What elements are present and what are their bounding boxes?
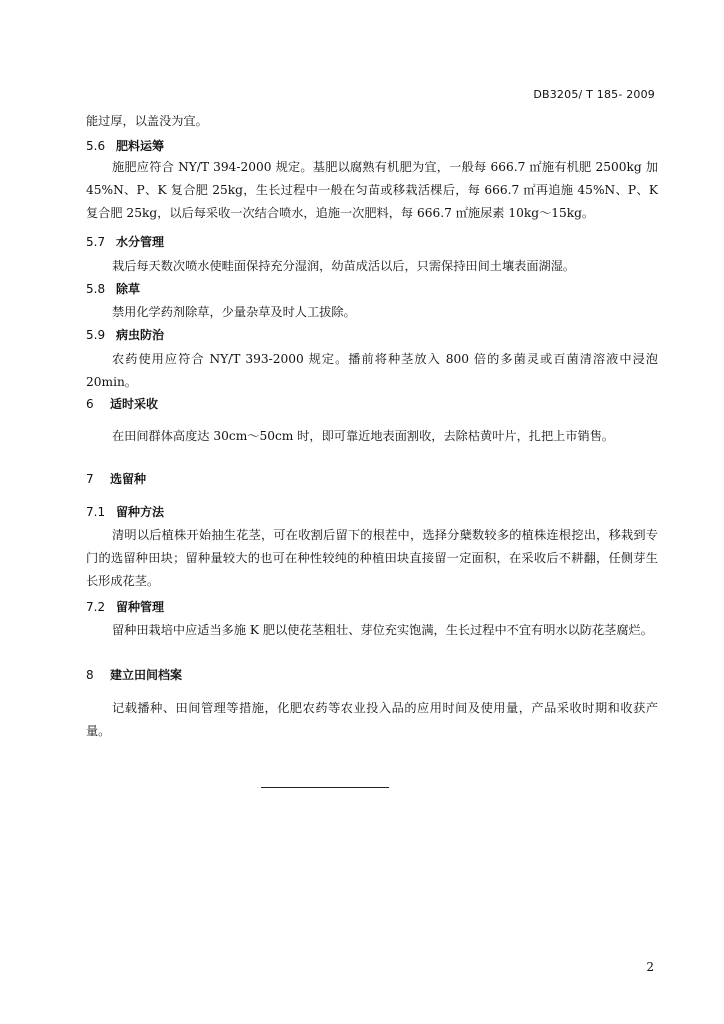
section-number: 5.8: [86, 282, 106, 296]
section-title: 水分管理: [116, 235, 165, 249]
section-6-heading: [86, 395, 158, 413]
section-title: 留种管理: [116, 600, 165, 614]
section-5-7-body: 栽后每天数次喷水使畦面保持充分湿润，幼苗成活以后，只需保持田间土壤表面湖湿。: [112, 259, 576, 273]
section-5-8-heading: [86, 280, 140, 298]
section-title: 选留种: [110, 472, 147, 486]
section-7-2-body: 留种田栽培中应适当多施 K 肥以使花茎粗壮、芽位充实饱满，生长过程中不宜有明水以防花茎腐烂。: [112, 623, 653, 637]
section-number: 5.7: [86, 235, 106, 249]
section-number: 7.1: [86, 505, 106, 519]
section-5-6-heading: [86, 137, 164, 155]
section-number: 8: [86, 668, 94, 682]
section-7-heading: [86, 470, 146, 488]
section-5-9-body: 农药使用应符合 NY/T 393-2000 规定。播前将种茎放入 800 倍的多菌灵或百菌清溶液中浸泡 20min。: [86, 352, 662, 389]
section-7-1-body: 清明以后植株开始抽生花茎，可在收割后留下的根茬中，选择分蘖数较多的植株连根挖出，移栽到专门的选留种田块；留种量较大的也可在种性较纯的种植田块直接留一定面积，在采收后不耕翻，任侧芽生长形成花茎。: [86, 528, 658, 588]
continuation-paragraph: 能过厚，以盖没为宜。: [86, 114, 208, 128]
section-number: 5.9: [86, 328, 106, 342]
section-8-body: 记载播种、田间管理等措施，化肥农药等农业投入品的应用时间及使用量，产品采收时期和收获产量。: [86, 701, 658, 738]
section-number: 5.6: [86, 139, 106, 153]
section-title: 适时采收: [110, 397, 159, 411]
section-title: 留种方法: [116, 505, 165, 519]
end-rule: [261, 787, 389, 788]
section-title: 建立田间档案: [110, 668, 183, 682]
section-number: 6: [86, 397, 94, 411]
section-title: 肥料运筹: [116, 139, 165, 153]
section-5-7-heading: [86, 233, 164, 251]
section-6-body: 在田间群体高度达 30cm～50cm 时，即可靠近地表面割收，去除枯黄叶片，扎把上市销售。: [112, 429, 615, 443]
document-code: DB3205/ T 185- 2009: [533, 88, 655, 101]
section-8-heading: [86, 666, 182, 684]
section-5-6-body: 施肥应符合 NY/T 394-2000 规定。基肥以腐熟有机肥为宜，一般每 666.7 ㎡施有机肥 2500kg 加 45%N、P、K 复合肥 25kg，生长过程中一般在匀苗或移栽活棵后，每 666.7 ㎡再追施 45%N、P、K 复合肥 25kg，以后每采收一次结合喷水，追施一次肥料，每 666.7 ㎡施尿素 10kg～15kg。: [86, 160, 662, 220]
section-7-2-heading: [86, 598, 164, 616]
section-number: 7.2: [86, 600, 106, 614]
section-7-1-heading: [86, 503, 164, 521]
section-title: 病虫防治: [116, 328, 165, 342]
section-number: 7: [86, 472, 94, 486]
section-title: 除草: [116, 282, 141, 296]
section-5-8-body: 禁用化学药剂除草，少量杂草及时人工拔除。: [112, 305, 356, 319]
section-5-9-heading: [86, 326, 164, 344]
page-number: 2: [646, 960, 654, 974]
